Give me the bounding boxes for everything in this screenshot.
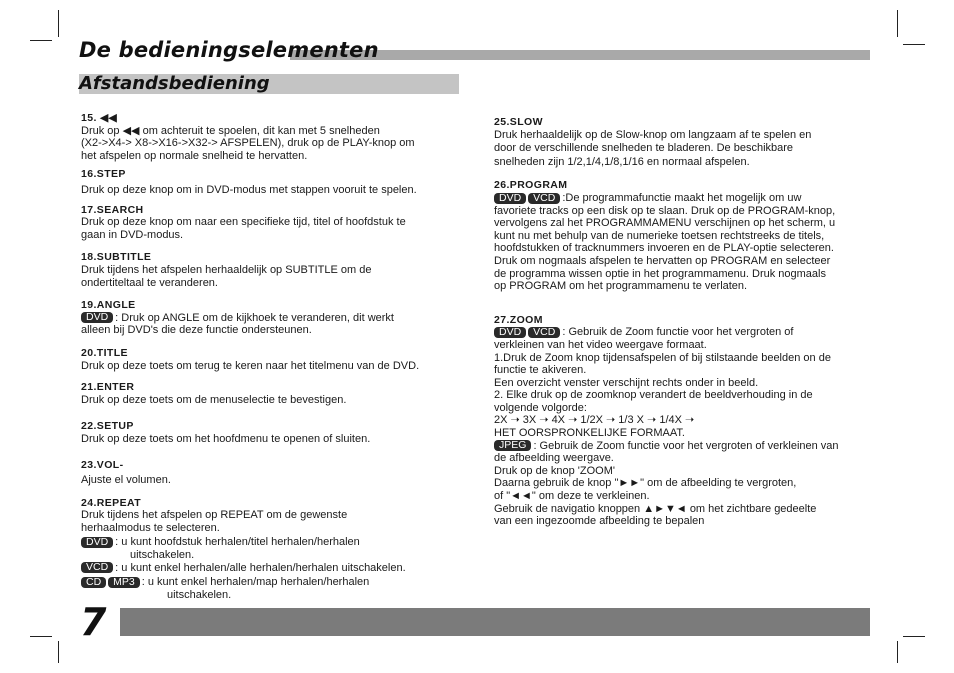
section-20-title: 20.TITLE xyxy=(81,346,128,359)
zoom-sequence: 2X ➝ 3X ➝ 4X ➝ 1/2X ➝ 1/3 X ➝ 1/4X ➝ xyxy=(494,414,695,427)
section-18-title: 18.SUBTITLE xyxy=(81,251,152,264)
dvd-badge: DVD xyxy=(81,537,113,548)
left-column: 15. ◀◀ Druk op ◀◀ om achteruit te spoelen, dit kan met 5 snelheden (X2->X4-> X8->X16->X32-> AFSPELEN), druk op de PLAY-knop om het afspelen op normale snelheid te hervatten. 16.STEP Druk op deze knop om in DVD-modus met stappen vooruit te spelen. 17.SEARCH Druk op deze knop om naar een specifieke tijd, titel of hoofdstuk te gaan in DVD-modus. 18.SUBTITLE Druk tijdens het afspelen herhaaldelijk op SUBTITLE om de ondertiteltaal te veranderen. 19.ANGLE DVD : Druk op ANGLE om de kijkhoek te veranderen, dit werkt alleen bij DVD's die deze functie ondersteunen. 20.TITLE Druk op deze toets om terug te keren naar het titelmenu van de DVD. 21.ENTER Druk op deze toets om de menuselectie te bevestigen. 22.SETUP Druk op deze toets om het hoofdmenu te openen of sluiten. 23.VOL- Ajuste el volumen. 24.REPEAT Druk tijdens het afspelen op REPEAT om de gewenste herhaalmodus te selecteren. DVD : u kunt hoofdstuk herhalen/titel herhalen/herhalen uitschakelen. VCD : u kunt enkel herhalen/alle herhalen/herhalen uitschakelen. CD MP3 : u kunt enkel herhalen/map herhalen/herhalen uitschakelen. xyxy=(81,112,420,601)
section-15-title: 15. ◀◀ xyxy=(81,112,118,124)
dvd-badge: DVD xyxy=(81,312,113,323)
footer-bar xyxy=(120,608,870,636)
page-title: De bedieningselementen xyxy=(79,38,379,62)
jpeg-badge: JPEG xyxy=(494,440,531,451)
vcd-badge: VCD xyxy=(528,193,560,204)
section-27-title: 27.ZOOM xyxy=(494,313,543,326)
crop-mark xyxy=(897,641,898,663)
cd-badge: CD xyxy=(81,577,106,588)
page-number: 7 xyxy=(80,600,107,644)
section-16-title: 16.STEP xyxy=(81,168,126,181)
section-subtitle: Afstandsbediening xyxy=(79,73,270,94)
crop-mark xyxy=(58,641,59,663)
rewind-icon: ◀◀ xyxy=(100,112,118,124)
rewind-icon: ◀◀ xyxy=(122,124,140,137)
crop-mark xyxy=(30,40,52,41)
mp3-badge: MP3 xyxy=(108,577,140,588)
section-26-title: 26.PROGRAM xyxy=(494,179,568,192)
crop-mark xyxy=(30,636,52,637)
dvd-badge: DVD xyxy=(494,327,526,338)
crop-mark xyxy=(903,636,925,637)
section-24-title: 24.REPEAT xyxy=(81,496,142,509)
section-23-title: 23.VOL- xyxy=(81,459,124,472)
vcd-badge: VCD xyxy=(528,327,560,338)
section-17-title: 17.SEARCH xyxy=(81,203,144,216)
section-21-title: 21.ENTER xyxy=(81,381,135,394)
section-22-title: 22.SETUP xyxy=(81,420,134,433)
crop-mark xyxy=(897,10,898,37)
vcd-badge: VCD xyxy=(81,562,113,573)
crop-mark xyxy=(903,44,925,45)
right-column: 25.SLOW Druk herhaaldelijk op de Slow-knop om langzaam af te spelen en door de verschillende snelheden te bladeren. De beschikbare snelheden zijn 1/2,1/4,1/8,1/16 en normaal afspelen. 26.PROGRAM DVD VCD :De programmafunctie maakt het mogelijk om uw favoriete tracks op een disk op te slaan. Druk op de PROGRAM-knop, vervolgens zal het PROGRAMMAMENU verschijnen op het scherm, u kunt nu met behulp van de numerieke toetsen rechtstreeks de titels, hoofdstukken of tracknummers invoeren en de PLAY-optie selecteren. Druk om nogmaals afspelen te hervatten op PROGRAM en selecteer de programma wissen optie in het programmamenu. Druk nogmaals op PROGRAM om het programmamenu te verlaten. 27.ZOOM DVD VCD : Gebruik de Zoom functie voor het vergroten of verkleinen van het video weergave formaat. 1.Druk de Zoom knop tijdensafspelen of bij stilstaande beelden on de functie te akiveren. Een overzicht venster verschijnt rechts onder in beeld. 2. Elke druk op de zoomknop verandert de beeldverhouding in de volgende volgorde: 2X ➝ 3X ➝ 4X ➝ 1/2X ➝ 1/3 X ➝ 1/4X ➝ HET OORSPRONKELIJKE FORMAAT. JPEG : Gebruik de Zoom functie voor het vergroten of verkleinen van de afbeelding weergave. Druk op de knop 'ZOOM' Daarna gebruik de knop "►►" om de afbeelding te vergroten, of "◄◄" om deze te verkleinen. Gebruik de navigatio knoppen ▲►▼◄ om het zichtbare gedeelte van een ingezoomde afbeelding te bepalen xyxy=(494,116,839,528)
section-25-title: 25.SLOW xyxy=(494,116,543,128)
crop-mark xyxy=(58,10,59,37)
section-19-title: 19.ANGLE xyxy=(81,299,136,312)
dvd-badge: DVD xyxy=(494,193,526,204)
